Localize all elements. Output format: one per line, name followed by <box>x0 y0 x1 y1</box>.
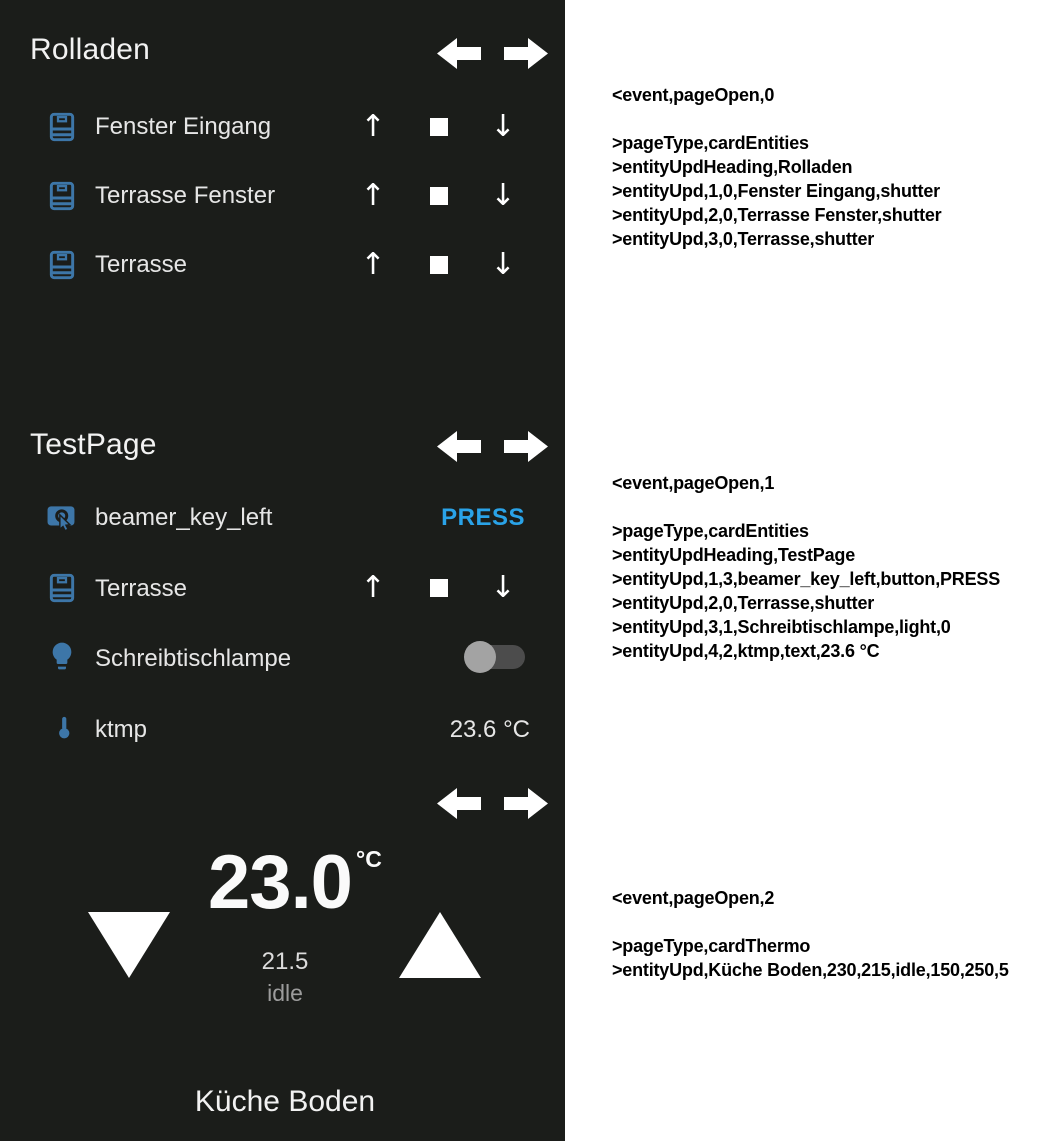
sensor-value: 23.6 °C <box>449 716 530 743</box>
entity-label: Fenster Eingang <box>95 113 272 140</box>
entity-label: ktmp <box>95 716 148 743</box>
entity-label: Terrasse <box>95 575 188 602</box>
shutter-stop-icon[interactable] <box>430 187 448 205</box>
shutter-stop-icon[interactable] <box>430 256 448 274</box>
protocol-line: >pageType,cardThermo <box>612 936 811 956</box>
shutter-down-icon[interactable]: ↓ <box>490 109 516 144</box>
nav-right-icon[interactable] <box>504 430 548 463</box>
nav-right-icon[interactable] <box>504 37 548 70</box>
entity-label: beamer_key_left <box>95 504 273 531</box>
thermostat-name: Küche Boden <box>194 1085 376 1118</box>
nav-left-icon[interactable] <box>437 37 481 70</box>
toggle-knob[interactable] <box>464 641 496 673</box>
protocol-line: <event,pageOpen,1 <box>612 473 775 493</box>
protocol-line: >entityUpdHeading,TestPage <box>612 545 856 565</box>
entity-label: Schreibtischlampe <box>95 645 292 672</box>
protocol-line: >entityUpd,2,0,Terrasse,shutter <box>612 593 875 613</box>
light-toggle[interactable] <box>467 645 525 669</box>
nav-left-icon[interactable] <box>437 787 481 820</box>
gesture-tap-button-icon <box>44 500 76 532</box>
lightbulb-icon <box>46 640 78 672</box>
protocol-line: >pageType,cardEntities <box>612 133 809 153</box>
window-shutter-icon <box>46 180 78 212</box>
protocol-line: >entityUpd,4,2,ktmp,text,23.6 °C <box>612 641 880 661</box>
protocol-line: >entityUpd,3,0,Terrasse,shutter <box>612 229 875 249</box>
card1-heading: Rolladen <box>30 33 151 66</box>
shutter-down-icon[interactable]: ↓ <box>490 247 516 282</box>
protocol-line: >pageType,cardEntities <box>612 521 809 541</box>
window-shutter-icon <box>46 249 78 281</box>
shutter-up-icon[interactable]: ↑ <box>360 109 386 144</box>
protocol-block-3 <box>612 886 1009 982</box>
shutter-up-icon[interactable]: ↑ <box>360 247 386 282</box>
current-temperature: 23.0 <box>208 840 352 925</box>
thermometer-icon <box>50 712 82 744</box>
temp-up-button[interactable] <box>399 912 481 983</box>
shutter-up-icon[interactable]: ↑ <box>360 570 386 605</box>
target-temperature: 21.5 <box>261 948 309 975</box>
shutter-up-icon[interactable]: ↑ <box>360 178 386 213</box>
nav-left-icon[interactable] <box>437 430 481 463</box>
protocol-line: >entityUpd,3,1,Schreibtischlampe,light,0 <box>612 617 951 637</box>
protocol-line: >entityUpd,2,0,Terrasse Fenster,shutter <box>612 205 942 225</box>
temperature-unit: °C <box>356 846 382 872</box>
protocol-block-2 <box>612 471 1000 663</box>
press-button[interactable]: PRESS <box>441 504 525 531</box>
protocol-block-1 <box>612 83 942 251</box>
thermostat-state: idle <box>267 980 303 1006</box>
entity-label: Terrasse Fenster <box>95 182 276 209</box>
protocol-line: <event,pageOpen,0 <box>612 85 775 105</box>
shutter-stop-icon[interactable] <box>430 579 448 597</box>
protocol-line: >entityUpd,Küche Boden,230,215,idle,150,250,5 <box>612 960 1009 980</box>
protocol-line: >entityUpd,1,0,Fenster Eingang,shutter <box>612 181 940 201</box>
protocol-line: >entityUpd,1,3,beamer_key_left,button,PRESS <box>612 569 1001 589</box>
window-shutter-icon <box>46 111 78 143</box>
shutter-down-icon[interactable]: ↓ <box>490 570 516 605</box>
window-shutter-icon <box>46 572 78 604</box>
entity-label: Terrasse <box>95 251 188 278</box>
temp-down-button[interactable] <box>88 912 170 983</box>
nav-right-icon[interactable] <box>504 787 548 820</box>
protocol-line: <event,pageOpen,2 <box>612 888 775 908</box>
card2-heading: TestPage <box>30 428 157 461</box>
shutter-down-icon[interactable]: ↓ <box>490 178 516 213</box>
shutter-stop-icon[interactable] <box>430 118 448 136</box>
protocol-line: >entityUpdHeading,Rolladen <box>612 157 853 177</box>
